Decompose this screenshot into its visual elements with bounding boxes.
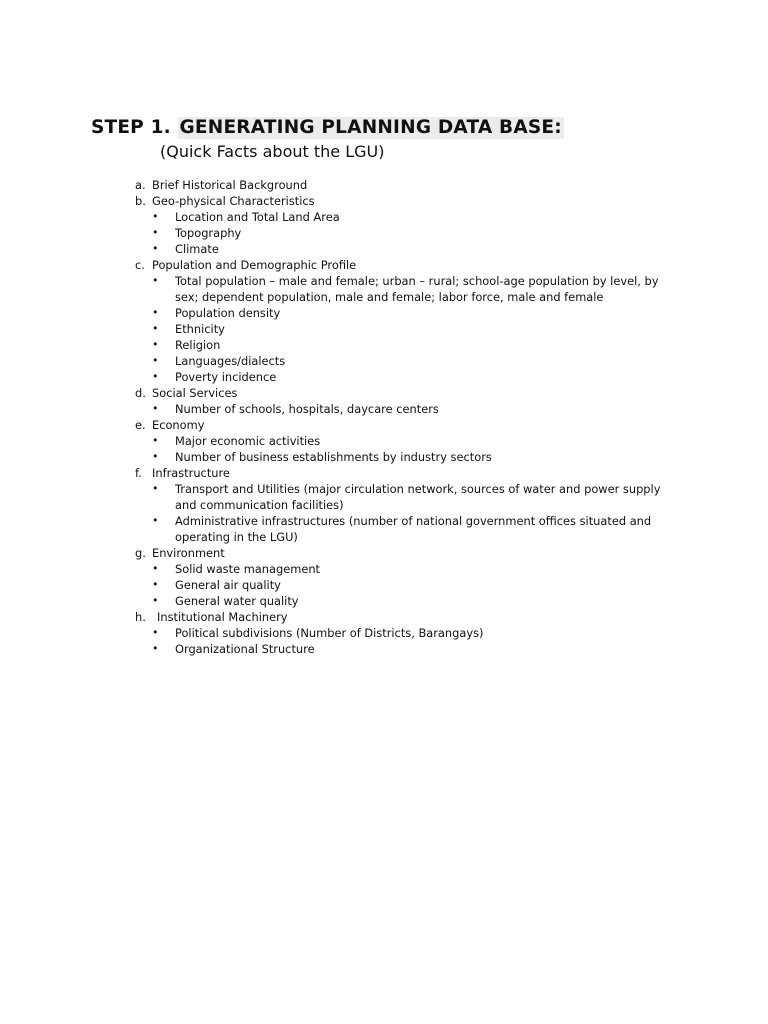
bullet-list [135,561,695,609]
bullet-icon: • [152,642,159,655]
section-letter: d. [135,386,146,400]
section-heading-row [135,193,695,209]
bullet-item [135,321,685,337]
section-title: Population and Demographic Profile [152,258,357,272]
bullet-text: Major economic activities [175,434,321,448]
section-letter: e. [135,418,146,432]
bullet-text: Organizational Structure [175,642,315,656]
bullet-icon: • [152,594,159,607]
bullet-item [135,225,685,241]
bullet-text: Climate [175,242,219,256]
outline-section [135,417,695,465]
bullet-icon: • [152,450,159,463]
bullet-list [135,625,695,657]
bullet-item [135,481,685,513]
outline-section [135,385,695,417]
bullet-text: Languages/dialects [175,354,286,368]
bullet-item [135,561,685,577]
bullet-item [135,433,685,449]
outline-section [135,609,695,657]
bullet-item [135,353,685,369]
section-letter: h. [135,610,146,624]
bullet-text: Location and Total Land Area [175,210,340,224]
bullet-icon: • [152,210,159,223]
outline-section [135,177,695,193]
bullet-list [135,401,695,417]
bullet-icon: • [152,370,159,383]
bullet-icon: • [152,274,159,287]
outline-section [135,193,695,257]
bullet-icon: • [152,434,159,447]
step-title: GENERATING PLANNING DATA BASE: [179,117,562,138]
bullet-text: Transport and Utilities (major circulation network, sources of water and power supply and communication facilities) [175,482,661,512]
section-title: Brief Historical Background [152,178,308,192]
bullet-text: General air quality [175,578,281,592]
bullet-item [135,593,685,609]
section-heading-row [135,609,695,625]
bullet-item [135,641,685,657]
bullet-text: Administrative infrastructures (number of national government offices situated and operating in the LGU) [175,514,652,544]
bullet-list [135,433,695,465]
section-letter: f. [135,466,142,480]
bullet-icon: • [152,322,159,335]
bullet-item [135,369,685,385]
section-heading-row [135,417,695,433]
section-letter: c. [135,258,145,272]
section-letter: b. [135,194,146,208]
bullet-list [135,273,695,385]
bullet-text: Solid waste management [175,562,321,576]
planning-data-outline [135,177,695,657]
bullet-text: Poverty incidence [175,370,277,384]
bullet-icon: • [152,242,159,255]
bullet-item [135,273,685,305]
bullet-text: General water quality [175,594,299,608]
bullet-icon: • [152,354,159,367]
bullet-icon: • [152,626,159,639]
section-letter: a. [135,178,146,192]
bullet-text: Topography [175,226,242,240]
step-heading [91,116,564,140]
bullet-icon: • [152,226,159,239]
section-letter: g. [135,546,146,560]
bullet-text: Total population – male and female; urban – rural; school-age population by level, by sex; dependent population, male and female; labor force, male and female [175,274,659,304]
bullet-icon: • [152,514,159,527]
bullet-text: Population density [175,306,281,320]
section-heading-row [135,545,695,561]
bullet-item [135,337,685,353]
section-heading-row [135,385,695,401]
bullet-text: Political subdivisions (Number of Districts, Barangays) [175,626,484,640]
section-heading-row [135,177,695,193]
bullet-item [135,305,685,321]
section-title: Infrastructure [152,466,230,480]
section-heading-row [135,465,695,481]
bullet-icon: • [152,562,159,575]
outline-section [135,545,695,609]
bullet-icon: • [152,578,159,591]
bullet-text: Number of schools, hospitals, daycare centers [175,402,439,416]
bullet-list [135,481,695,545]
bullet-icon: • [152,306,159,319]
section-title: Environment [152,546,225,560]
bullet-icon: • [152,338,159,351]
bullet-text: Number of business establishments by industry sectors [175,450,492,464]
section-title: Institutional Machinery [157,610,288,624]
bullet-text: Ethnicity [175,322,225,336]
step-prefix: STEP 1. [91,117,171,138]
bullet-item [135,449,685,465]
bullet-item [135,209,685,225]
section-title: Social Services [152,386,238,400]
outline-section [135,465,695,545]
bullet-item [135,577,685,593]
bullet-item [135,241,685,257]
step-subtitle: (Quick Facts about the LGU) [160,142,385,161]
bullet-list [135,209,695,257]
section-title: Economy [152,418,205,432]
bullet-item [135,625,685,641]
section-heading-row [135,257,695,273]
bullet-item [135,513,685,545]
bullet-icon: • [152,402,159,415]
outline-section [135,257,695,385]
bullet-text: Religion [175,338,221,352]
section-title: Geo-physical Characteristics [152,194,315,208]
bullet-item [135,401,685,417]
bullet-icon: • [152,482,159,495]
